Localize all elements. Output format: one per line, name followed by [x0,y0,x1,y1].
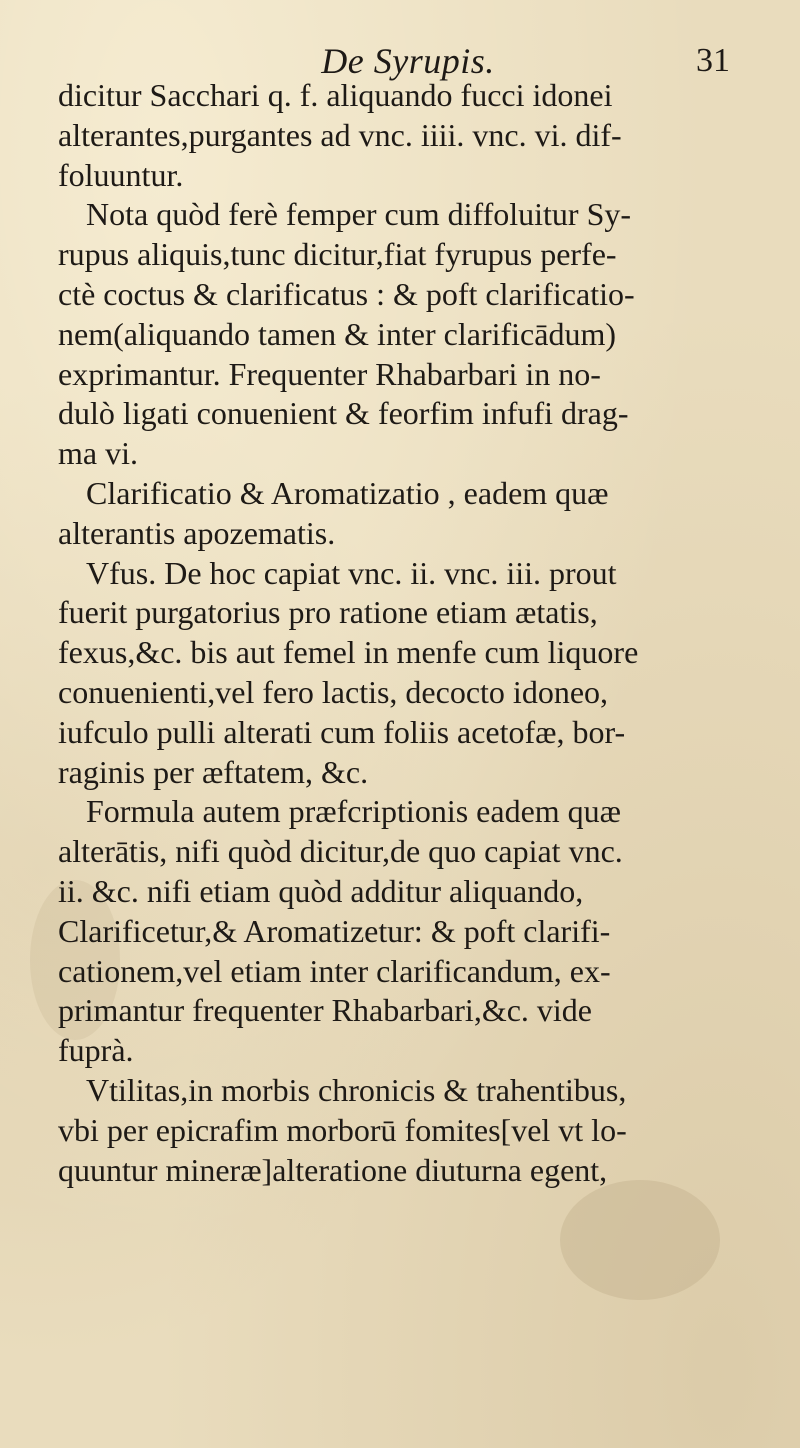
text-line: iufculo pulli alterati cum foliis acetofæ, bor- [58,713,626,750]
text-line: rupus aliquis,tunc dicitur,fiat fyrupus perfe- [58,236,617,273]
text-line: cationem,vel etiam inter clarificandum, ex- [58,952,611,989]
text-line: alterantes,purgantes ad vnc. iiii. vnc. vi. dif- [58,116,622,153]
text-line: fuerit purgatorius pro ratione etiam ætatis, [58,594,598,631]
text-line: dicitur Sacchari q. f. aliquando fucci idonei [58,77,613,113]
text-line: fexus,&c. bis aut femel in menfe cum liquore [58,634,639,671]
text-line: fuprà. [58,1032,134,1069]
paragraph-first-line: Formula autem præfcriptionis eadem quæ [86,793,621,830]
text-line: primantur frequenter Rhabarbari,&c. vide [58,992,592,1029]
text-line: ma vi. [58,435,138,472]
text-line: raginis per æftatem, &c. [58,753,369,790]
paragraph-first-line: Vfus. De hoc capiat vnc. ii. vnc. iii. prout [86,554,617,591]
text-line: alterātis, nifi quòd dicitur,de quo capiat vnc. [58,833,623,870]
paragraph-first-line: Nota quòd ferè femper cum diffoluitur Sy- [86,196,632,233]
text-line: exprimantur. Frequenter Rhabarbari in no- [58,355,601,392]
text-line: ctè coctus & clarificatus : & poft clarificatio- [58,275,635,312]
text-line: Clarificetur,& Aromatizetur: & poft clarifi- [58,912,611,949]
paragraph-first-line: Vtilitas,in morbis chronicis & trahentibus, [86,1071,627,1108]
running-head [58,40,758,80]
text-line: foluuntur. [58,156,184,193]
running-title: De Syrupis. [321,41,495,81]
body-text [58,76,750,1190]
paragraph-first-line: Clarificatio & Aromatizatio , eadem quæ [86,474,609,511]
text-line: quuntur mineræ]alteratione diuturna egent, [58,1151,608,1188]
text-line: alterantis apozematis. [58,514,336,551]
text-line: nem(aliquando tamen & inter clarificādum) [58,315,616,352]
text-line: conuenienti,vel fero lactis, decocto idoneo, [58,673,609,710]
text-line: ii. &c. nifi etiam quòd additur aliquando, [58,872,584,909]
page-number: 31 [696,42,730,79]
paper-stain [560,1180,720,1300]
text-line: vbi per epicrafim morborū fomites[vel vt lo- [58,1111,627,1148]
text-line: dulò ligati conuenient & feorfim infufi drag- [58,395,629,432]
